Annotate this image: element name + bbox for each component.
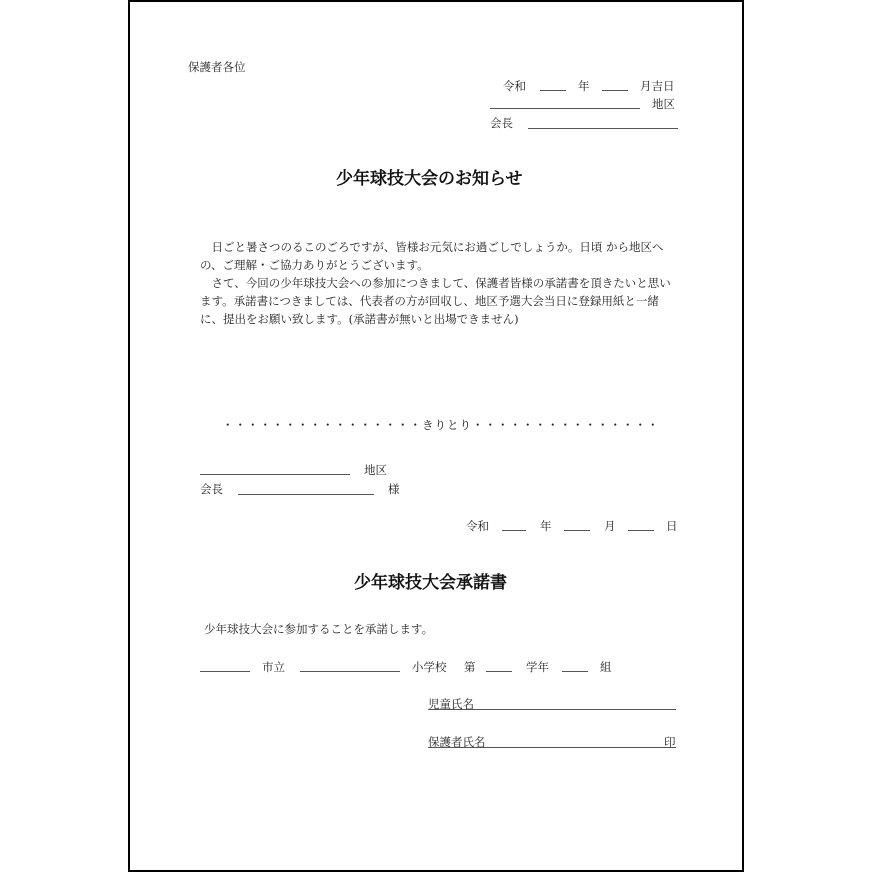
document-page (128, 0, 744, 872)
consent-year-label: 年 (540, 519, 552, 533)
class-blank[interactable] (562, 671, 588, 672)
cut-line-dots-right: ・・・・・・・・・・・・・・・ (472, 418, 660, 432)
consent-chair-label: 会長 (200, 482, 223, 496)
cut-line-label: きりとり (422, 418, 472, 432)
consent-district-label: 地区 (364, 463, 387, 477)
notice-month-blank[interactable] (602, 90, 628, 91)
notice-title: 少年球技大会のお知らせ (336, 169, 523, 189)
city-name-blank[interactable] (200, 671, 250, 672)
notice-date-year-label: 年 (578, 79, 590, 93)
cut-line-dots-left: ・・・・・・・・・・・・・・・・ (222, 418, 422, 432)
notice-chair-blank[interactable] (528, 128, 678, 129)
notice-district-label: 地区 (652, 97, 675, 111)
notice-year-blank[interactable] (540, 90, 566, 91)
consent-month-blank[interactable] (564, 530, 590, 531)
seal-label: 印 (664, 735, 676, 749)
school-name-blank[interactable] (300, 671, 400, 672)
consent-year-blank[interactable] (502, 530, 526, 531)
guardian-name-label: 保護者氏名 (428, 735, 486, 749)
notice-paragraph-1: 日ごと暑さつのるこのごろですが、皆様お元気にお過ごしでしょうか。日頃 から地区への、ご理解・ご協力ありがとうございます。 (200, 240, 664, 272)
consent-day-label: 日 (666, 519, 678, 533)
notice-date-era: 令和 (503, 79, 526, 93)
school-label: 小学校 (412, 660, 447, 674)
notice-chair-label: 会長 (490, 116, 513, 130)
child-name-label: 児童氏名 (428, 697, 474, 711)
grade-blank[interactable] (486, 671, 512, 672)
notice-date-month-label: 月吉日 (640, 79, 675, 93)
child-name-blank[interactable] (428, 709, 676, 710)
grade-label: 学年 (526, 660, 549, 674)
notice-paragraph-2: さて、今回の少年球技大会への参加につきまして、保護者皆様の承諾書を頂きたいと思います。承諾書につきましては、代表者の方が回収し、地区予選大会当日に登録用紙と一緒に、提出をお願い致します。(承諾書が無いと出場できません) (200, 276, 671, 326)
grade-prefix: 第 (464, 660, 476, 674)
consent-honorific: 様 (388, 482, 400, 496)
consent-district-blank[interactable] (200, 474, 350, 475)
cut-line (222, 418, 660, 432)
city-label: 市立 (262, 660, 285, 674)
consent-date-era: 令和 (466, 519, 489, 533)
consent-chair-blank[interactable] (238, 494, 374, 495)
consent-day-blank[interactable] (628, 530, 654, 531)
guardian-name-blank[interactable] (428, 747, 676, 748)
consent-statement: 少年球技大会に参加することを承諾します。 (204, 622, 434, 636)
notice-district-blank[interactable] (490, 108, 640, 109)
consent-title: 少年球技大会承諾書 (354, 573, 507, 593)
consent-month-label: 月 (604, 519, 616, 533)
class-label: 組 (600, 660, 612, 674)
notice-body (200, 238, 680, 328)
addressee: 保護者各位 (188, 60, 246, 74)
